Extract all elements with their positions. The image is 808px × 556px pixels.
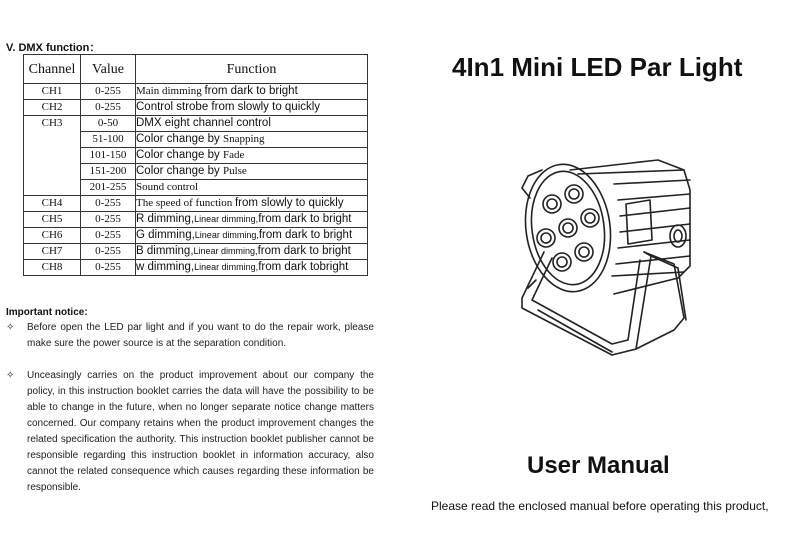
function-text: Linear dimming, — [194, 214, 259, 224]
function-cell — [136, 196, 368, 212]
function-text: from dark tobright — [258, 261, 349, 273]
table-row — [24, 260, 368, 276]
channel-cell: CH2 — [24, 100, 81, 116]
table-row — [24, 196, 368, 212]
header-value: Value — [81, 55, 136, 84]
notice-item — [6, 368, 374, 496]
function-text: from slowly to quickly — [234, 197, 344, 209]
function-text: from dark to bright — [258, 229, 353, 241]
function-text: from dark to bright — [204, 85, 298, 97]
function-cell — [136, 116, 368, 132]
notice-text: Unceasingly carries on the product improvement about our company the policy, in this instruction booklet carries the data will have the possibility to be able to change in the future, when no longer separate notice change matters concerned. Our company retains when the product improvement changes the related specification the authority. This instruction booklet publisher cannot be responsible regarding this instruction booklet in information accuracy, also cannot the related consequence which causes regarding these information be responsible. — [27, 370, 374, 493]
function-text: w dimming, — [136, 261, 195, 273]
header-channel: Channel — [24, 55, 81, 84]
value-cell: 101-150 — [81, 148, 136, 164]
function-cell — [136, 228, 368, 244]
channel-cell: CH4 — [24, 196, 81, 212]
diamond-bullet-icon: ✧ — [6, 322, 15, 333]
value-cell: 0-255 — [81, 196, 136, 212]
function-text: Linear dimming, — [194, 262, 259, 272]
par-light-illustration — [508, 148, 700, 358]
section-title: V. DMX function： — [6, 42, 101, 54]
value-cell: 0-255 — [81, 228, 136, 244]
function-text: from dark to bright — [257, 245, 351, 257]
channel-cell: CH5 — [24, 212, 81, 228]
notice-item — [6, 320, 374, 352]
function-cell — [136, 260, 368, 276]
table-row — [24, 84, 368, 100]
value-cell: 0-255 — [81, 260, 136, 276]
value-cell: 151-200 — [81, 164, 136, 180]
function-text: Color change by — [136, 133, 223, 145]
channel-cell: CH3 — [24, 116, 81, 196]
function-cell — [136, 100, 368, 116]
function-text: DMX eight channel control — [136, 117, 271, 129]
product-title: 4In1 Mini LED Par Light — [452, 52, 743, 82]
dmx-function-table — [23, 54, 368, 276]
function-cell — [136, 180, 368, 196]
channel-cell: CH7 — [24, 244, 81, 260]
table-header-row — [24, 55, 368, 84]
channel-cell: CH6 — [24, 228, 81, 244]
table-row — [24, 228, 368, 244]
function-cell — [136, 212, 368, 228]
value-cell: 0-255 — [81, 212, 136, 228]
notice-heading: Important notice: — [6, 307, 88, 318]
function-text: Color change by — [136, 149, 223, 161]
function-text: Sound control — [136, 181, 199, 193]
function-text: from dark to bright — [258, 213, 352, 225]
footer-note: Please read the enclosed manual before operating this product, — [431, 499, 769, 513]
function-cell — [136, 164, 368, 180]
table-row — [24, 244, 368, 260]
function-text: Linear dimming, — [194, 230, 259, 240]
value-cell: 0-50 — [81, 116, 136, 132]
channel-cell: CH1 — [24, 84, 81, 100]
function-text: The speed of function — [136, 197, 235, 209]
function-text: Pulse — [222, 165, 247, 177]
function-cell — [136, 244, 368, 260]
value-cell: 51-100 — [81, 132, 136, 148]
function-text: Fade — [222, 149, 245, 161]
value-cell: 0-255 — [81, 84, 136, 100]
value-cell: 0-255 — [81, 244, 136, 260]
function-text: G dimming, — [136, 229, 195, 241]
table-row — [24, 100, 368, 116]
function-text: B dimming, — [136, 245, 194, 257]
table-row — [24, 212, 368, 228]
function-text: Linear dimming, — [193, 246, 258, 256]
value-cell: 201-255 — [81, 180, 136, 196]
function-cell — [136, 148, 368, 164]
function-text: Control strobe from slowly to quickly — [136, 101, 321, 113]
function-text: R dimming, — [136, 213, 195, 225]
function-cell — [136, 132, 368, 148]
function-text: Snapping — [222, 133, 265, 145]
diamond-bullet-icon: ✧ — [6, 370, 15, 381]
function-text: Main dimming — [136, 85, 205, 97]
function-text: Color change by — [136, 165, 223, 177]
value-cell: 0-255 — [81, 100, 136, 116]
notice-text: Before open the LED par light and if you want to do the repair work, please make sure the power source is at the separation condition. — [27, 322, 374, 349]
table-row — [24, 116, 368, 132]
header-function: Function — [136, 55, 368, 84]
channel-cell: CH8 — [24, 260, 81, 276]
function-cell — [136, 84, 368, 100]
manual-subtitle: User Manual — [527, 452, 670, 479]
